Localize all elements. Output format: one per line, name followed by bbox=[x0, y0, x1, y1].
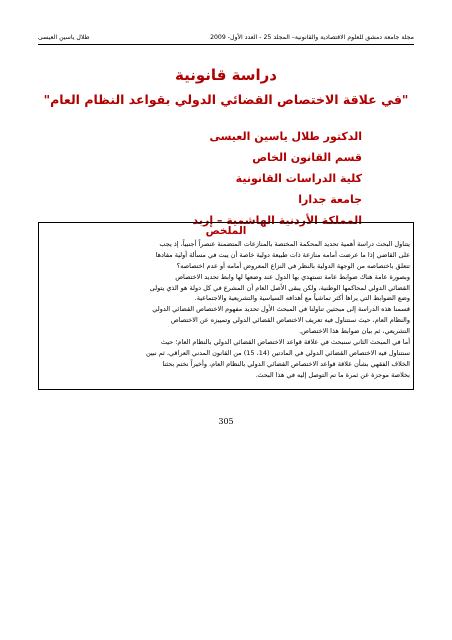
abstract-line: قسمنا هذه الدراسة إلى مبحثين تناولنا في المبحث الأول تحديد مفهوم الاختصاص القضائي الدولي bbox=[152, 305, 410, 314]
author-university: جامعة جدارا bbox=[298, 193, 362, 206]
abstract-line: سنتناول فيه الاختصاص القضائي الدولي في المادتين (14، 15) من القانون المدني العراقي، ثم نبين bbox=[145, 348, 410, 357]
header-author: طلال ياسين العيسى bbox=[38, 34, 90, 41]
author-faculty: كلية الدراسات القانونية bbox=[235, 172, 362, 185]
abstract-line: وبصورة عامة هناك ضوابط عامة تستهدي بها الدول عند وضعها لها وابط تحديد الاختصاص bbox=[175, 272, 410, 281]
abstract-line: والنظام العام، حيث سنتناول فيه تعريف الاختصاص القضائي الدولي وتمييزه عن الاختصاص bbox=[170, 316, 410, 325]
author-name: الدكتور طلال ياسين العيسى bbox=[209, 130, 362, 143]
running-header bbox=[38, 32, 414, 45]
abstract-line: التشريعي، ثم بيان ضوابط هذا الاختصاص. bbox=[299, 327, 410, 336]
abstract-line: يتناول البحث دراسة أهمية تحديد المحكمة المختصة بالمنازعات المتضمنة عنصراً أجنبياً، إذ يجب bbox=[159, 240, 410, 248]
paper-title: "في علاقة الاختصاص القضائي الدولي بقواعد النظام العام" bbox=[43, 92, 409, 107]
page-number: 305 bbox=[218, 417, 234, 426]
abstract-line: الخلاف الفقهي بشأن علاقة قواعد الاختصاص القضائي الدولي بالنظام العام، وأخيراً نختم بحثنا bbox=[162, 359, 410, 368]
abstract-line: بخلاصة موجزة عن ثمرة ما تم التوصل إليه في هذا البحث. bbox=[255, 370, 410, 379]
abstract-title: الملخص bbox=[205, 225, 247, 237]
abstract-box bbox=[38, 222, 414, 390]
author-block bbox=[193, 126, 363, 231]
abstract-line: تتعلق باختصاصه من الوجهة الدولية بالنظر في النزاع المعروض أمامه أو عدم اختصاصه؟ bbox=[176, 261, 410, 270]
author-location: المملكة الأردنية الهاشمية – إربد bbox=[192, 214, 362, 227]
abstract-body bbox=[39, 239, 413, 381]
header-journal: مجلة جامعة دمشق للعلوم الاقتصادية والقانونية– المجلد 25 - العدد الأول- 2009 bbox=[210, 34, 414, 41]
abstract-line: وضع الضوابط التي يراها أكثر تماشياً مع أهدافه السياسية والتشريعية والاجتماعية. bbox=[194, 294, 410, 303]
abstract-line: على القاضي إذا ما عرضت أمامه منازعة ذات طبيعة دولية خاصة أن يبت في مسألة أولية مفادها bbox=[155, 250, 410, 259]
author-department: قسم القانون الخاص bbox=[252, 151, 362, 164]
abstract-line: أما في المبحث الثاني سنبحث في علاقة قواعد الاختصاص القضائي الدولي بالنظام العام؛ حيث bbox=[160, 338, 410, 347]
section-label: دراسة قانونية bbox=[175, 66, 277, 84]
abstract-line: القضائي الدولي لمحاكمها الوطنية، ولكن يبقى الأصل العام أن المشرع في كل دولة هو الذي يتولى bbox=[149, 283, 410, 292]
